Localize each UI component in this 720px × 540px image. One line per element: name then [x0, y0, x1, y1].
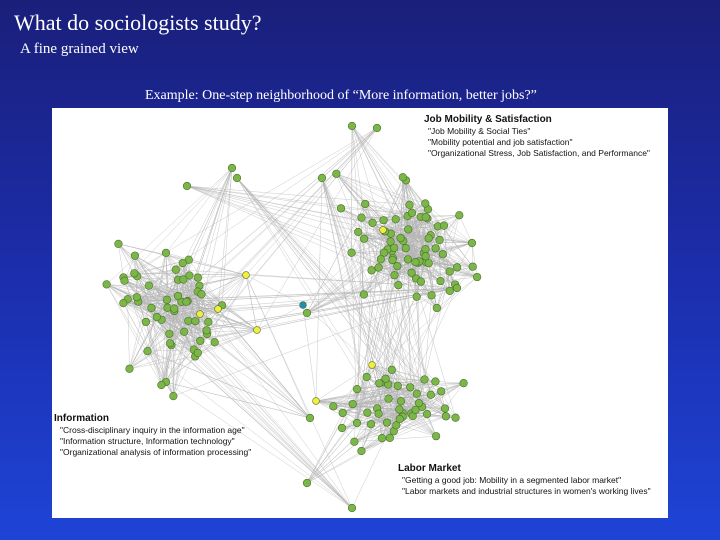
network-node [406, 201, 414, 209]
network-node [369, 219, 377, 227]
network-node [131, 252, 139, 260]
network-node [351, 438, 359, 446]
network-node [437, 388, 445, 396]
network-node [172, 266, 180, 274]
network-node [358, 447, 366, 455]
bridge-node [380, 227, 387, 234]
network-node [338, 424, 346, 432]
network-node [440, 222, 448, 230]
network-node [144, 347, 152, 355]
network-node [368, 267, 376, 275]
network-node [358, 214, 366, 222]
network-node [394, 382, 402, 390]
paper-title: "Getting a good job: Mobility in a segmented labor market" [402, 475, 622, 485]
network-node [353, 419, 361, 427]
cluster-title: Labor Market [398, 463, 461, 474]
network-node [354, 228, 362, 236]
paper-title: "Organizational Stress, Job Satisfaction, and Performance" [428, 148, 650, 158]
network-edge [424, 295, 431, 379]
network-node [363, 373, 371, 381]
network-node [390, 244, 398, 252]
network-node [179, 259, 187, 267]
network-node [432, 432, 440, 440]
paper-title: "Mobility potential and job satisfaction" [428, 137, 573, 147]
paper-title: "Cross-disciplinary inquiry in the information age" [60, 425, 245, 435]
network-node [158, 381, 166, 389]
network-node [329, 403, 337, 411]
network-node [349, 400, 357, 408]
network-node [133, 293, 141, 301]
network-node [441, 405, 449, 413]
network-node [412, 258, 420, 266]
network-node [130, 269, 138, 277]
network-node [421, 200, 429, 208]
network-node [389, 256, 397, 264]
slide-title: What do sociologists study? [14, 10, 262, 35]
network-node [436, 236, 444, 244]
network-node [183, 298, 191, 306]
network-node [473, 273, 481, 281]
network-node [192, 317, 200, 325]
network-node [180, 276, 188, 284]
bridge-node [197, 311, 204, 318]
network-node [142, 318, 150, 326]
network-edge [199, 168, 232, 286]
network-node [413, 293, 421, 301]
network-node [170, 392, 178, 400]
network-node [380, 216, 388, 224]
network-node [417, 278, 425, 286]
network-node [397, 234, 405, 242]
network-node [453, 264, 461, 272]
network-node [469, 263, 477, 271]
network-node [339, 409, 347, 417]
network-node [367, 420, 375, 428]
network-node [360, 291, 368, 299]
network-node [404, 226, 412, 234]
network-node [121, 277, 129, 285]
network-node [402, 244, 410, 252]
network-node [453, 284, 461, 292]
network-node [205, 318, 213, 326]
network-node [183, 182, 191, 190]
paper-title: "Job Mobility & Social Ties" [428, 126, 531, 136]
network-node [185, 317, 193, 325]
network-node [103, 281, 111, 289]
network-node [423, 410, 431, 418]
network-node [170, 305, 178, 313]
network-edge [246, 275, 352, 508]
network-node [391, 271, 399, 279]
network-node [194, 274, 202, 282]
network-node [361, 200, 369, 208]
network-node [333, 170, 341, 178]
network-node [422, 252, 430, 260]
network-node [425, 235, 433, 243]
network-node [164, 304, 172, 312]
network-node [162, 249, 170, 257]
network-node [439, 250, 447, 258]
network-node [145, 282, 153, 290]
network-node [404, 256, 412, 264]
network-node [460, 379, 468, 387]
network-node [378, 434, 386, 442]
network-edge [459, 215, 472, 243]
network-node [392, 215, 400, 223]
focal-node [300, 302, 307, 309]
network-edge [218, 305, 303, 309]
network-node [360, 235, 368, 243]
network-node [383, 419, 391, 427]
network-node [375, 380, 383, 388]
network-node [348, 249, 356, 257]
network-node [375, 264, 383, 272]
network-node [211, 338, 219, 346]
network-node [432, 378, 440, 386]
network-node [180, 328, 188, 336]
network-node [408, 269, 416, 277]
network-figure [52, 108, 668, 518]
network-node [348, 122, 356, 130]
network-node [228, 164, 236, 172]
network-node [385, 395, 393, 403]
cluster-label-information [54, 413, 251, 458]
bridge-node [369, 362, 376, 369]
cluster-title: Job Mobility & Satisfaction [424, 114, 552, 125]
bridge-node [313, 398, 320, 405]
network-node [233, 174, 241, 182]
network-edge [445, 383, 464, 408]
network-node [421, 376, 429, 384]
network-edge [148, 351, 310, 418]
network-node [422, 213, 430, 221]
network-edge [303, 305, 316, 401]
network-node [455, 211, 463, 219]
network-edge [257, 305, 303, 330]
network-node [119, 299, 127, 307]
network-node [422, 245, 430, 253]
network-node [198, 290, 206, 298]
network-node [399, 173, 407, 181]
network-node [303, 479, 311, 487]
network-edge [218, 309, 310, 418]
network-node [375, 410, 383, 418]
network-edge [123, 128, 377, 277]
network-node [386, 434, 394, 442]
network-node [373, 124, 381, 132]
network-node [406, 383, 414, 391]
network-node [353, 385, 361, 393]
network-node [148, 304, 156, 312]
bridge-node [254, 327, 261, 334]
bridge-node [243, 272, 250, 279]
network-edge [149, 286, 352, 508]
network-node [408, 209, 416, 217]
network-node [382, 375, 390, 383]
network-node [166, 340, 174, 348]
network-node [425, 259, 433, 267]
network-node [203, 327, 211, 335]
paper-title: "Organizational analysis of information processing" [60, 447, 252, 457]
network-node [452, 414, 460, 422]
network-node [126, 365, 134, 373]
network-node [194, 349, 202, 357]
network-node [388, 366, 396, 374]
network-edge [128, 299, 130, 369]
network-node [306, 414, 314, 422]
network-node [437, 277, 445, 285]
cluster-label-job-mobility [424, 114, 650, 159]
network-node [446, 268, 454, 276]
network-node [468, 239, 476, 247]
paper-title: "Information structure, Information technology" [60, 436, 235, 446]
network-node [415, 399, 423, 407]
network-node [413, 390, 421, 398]
network-node [174, 292, 182, 300]
network-node [163, 296, 171, 304]
network-edge [303, 305, 372, 365]
slide-subtitle: A fine grained view [20, 41, 139, 57]
network-node [115, 240, 123, 248]
network-node [165, 330, 173, 338]
network-node [446, 287, 454, 295]
network-node [432, 244, 440, 252]
network-node [337, 205, 345, 213]
network-node [364, 409, 372, 417]
network-node [395, 281, 403, 289]
network-node [396, 406, 404, 414]
cluster-title: Information [54, 413, 109, 424]
network-node [397, 397, 405, 405]
network-node [153, 313, 161, 321]
cluster-label-labor-market [398, 463, 651, 497]
bridge-node [215, 306, 222, 313]
network-edge [352, 126, 428, 209]
network-node [196, 337, 204, 345]
figure-caption: Example: One-step neighborhood of “More information, better jobs?” [145, 88, 537, 103]
network-node [442, 413, 450, 421]
network-node [396, 415, 404, 423]
network-node [377, 255, 385, 263]
network-edge [316, 178, 322, 401]
network-node [428, 291, 436, 299]
network-node [427, 391, 435, 399]
paper-title: "Labor markets and industrial structures in women's working lives" [402, 486, 651, 496]
network-node [303, 309, 311, 317]
network-edge [237, 178, 387, 423]
network-node [348, 504, 356, 512]
network-node [433, 304, 441, 312]
network-node [318, 174, 326, 182]
